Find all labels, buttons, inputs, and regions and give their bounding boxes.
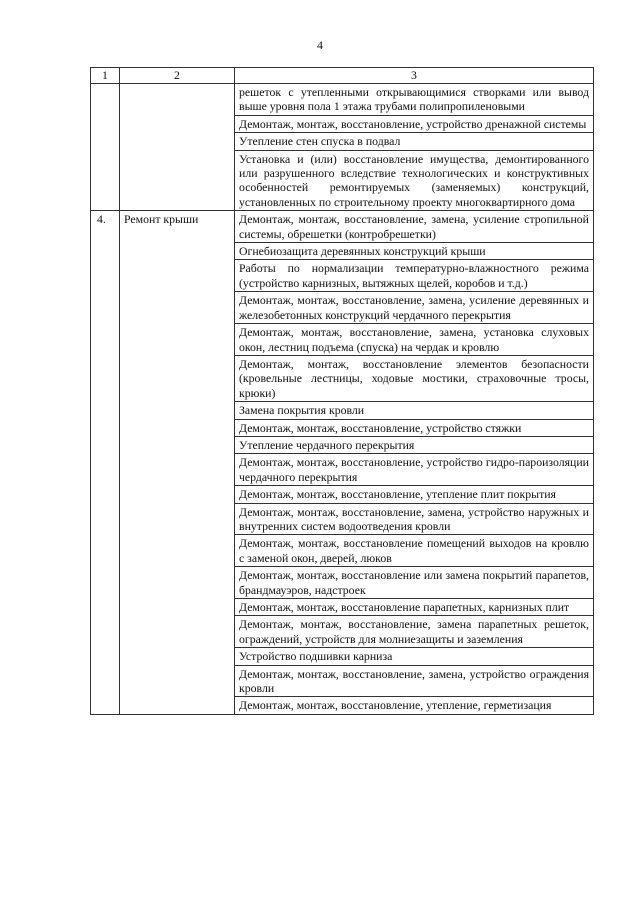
- work-item: Работы по нормализации температурно-влажностного режима (устройство карнизных, вытяжных щелей, коробов и т.д.): [235, 260, 594, 292]
- section-name: Ремонт крыши: [120, 211, 235, 715]
- work-item: Демонтаж, монтаж, восстановление, устройство гидро-пароизоляции чердачного перекрытия: [235, 454, 594, 486]
- work-item: Демонтаж, монтаж, восстановление, устройство дренажной системы: [235, 115, 594, 132]
- works-table: [90, 67, 594, 715]
- table-body: [91, 84, 594, 715]
- work-item: Демонтаж, монтаж, восстановление помещений выходов на кровлю с заменой окон, дверей, люков: [235, 535, 594, 567]
- work-item: Огнебиозащита деревянных конструкций крыши: [235, 243, 594, 260]
- work-item: Демонтаж, монтаж, восстановление, замена парапетных решеток, ограждений, устройств для молниезащиты и заземления: [235, 616, 594, 648]
- work-item: Установка и (или) восстановление имущества, демонтированного или разрушенного вследствие технологических и конструктивных особенностей ремонтируемых (заменяемых) конструкций, установленных по строительному проекту многоквартирного дома: [235, 150, 594, 211]
- work-item: Устройство подшивки карниза: [235, 648, 594, 665]
- work-item: Замена покрытия кровли: [235, 402, 594, 419]
- work-item: Демонтаж, монтаж, восстановление элементов безопасности (кровельные лестницы, ходовые мостики, страховочные тросы, крюки): [235, 355, 594, 401]
- work-item: решеток с утепленными открывающимися створками или вывод выше уровня пола 1 этажа трубами полипропиленовыми: [235, 84, 594, 116]
- work-item: Демонтаж, монтаж, восстановление, утепление плит покрытия: [235, 486, 594, 503]
- work-item: Утепление стен спуска в подвал: [235, 133, 594, 150]
- section-number: 4.: [91, 211, 120, 715]
- table-row: [91, 211, 594, 243]
- work-item: Демонтаж, монтаж, восстановление, замена, усиление стропильной системы, обрешетки (контробрешетки): [235, 211, 594, 243]
- work-item: Демонтаж, монтаж, восстановление, замена, установка слуховых окон, лестниц подъема (спуска) на чердак и кровлю: [235, 324, 594, 356]
- page-number: 4: [317, 38, 323, 52]
- table-header-row: [91, 68, 594, 84]
- section-name: [120, 84, 235, 211]
- work-item: Демонтаж, монтаж, восстановление, замена, устройство наружных и внутренних систем водоотведения кровли: [235, 503, 594, 535]
- section-number: [91, 84, 120, 211]
- table-row: [91, 84, 594, 116]
- header-col-3: 3: [235, 68, 594, 84]
- work-item: Демонтаж, монтаж, восстановление парапетных, карнизных плит: [235, 599, 594, 616]
- header-col-1: 1: [91, 68, 120, 84]
- header-col-2: 2: [120, 68, 235, 84]
- work-item: Демонтаж, монтаж, восстановление, устройство стяжки: [235, 419, 594, 436]
- work-item: Демонтаж, монтаж, восстановление, замена, устройство ограждения кровли: [235, 665, 594, 697]
- work-item: Утепление чердачного перекрытия: [235, 436, 594, 453]
- work-item: Демонтаж, монтаж, восстановление, утепление, герметизация: [235, 697, 594, 714]
- work-item: Демонтаж, монтаж, восстановление, замена, усиление деревянных и железобетонных конструкций чердачного перекрытия: [235, 292, 594, 324]
- work-item: Демонтаж, монтаж, восстановление или замена покрытий парапетов, брандмауэров, надстроек: [235, 567, 594, 599]
